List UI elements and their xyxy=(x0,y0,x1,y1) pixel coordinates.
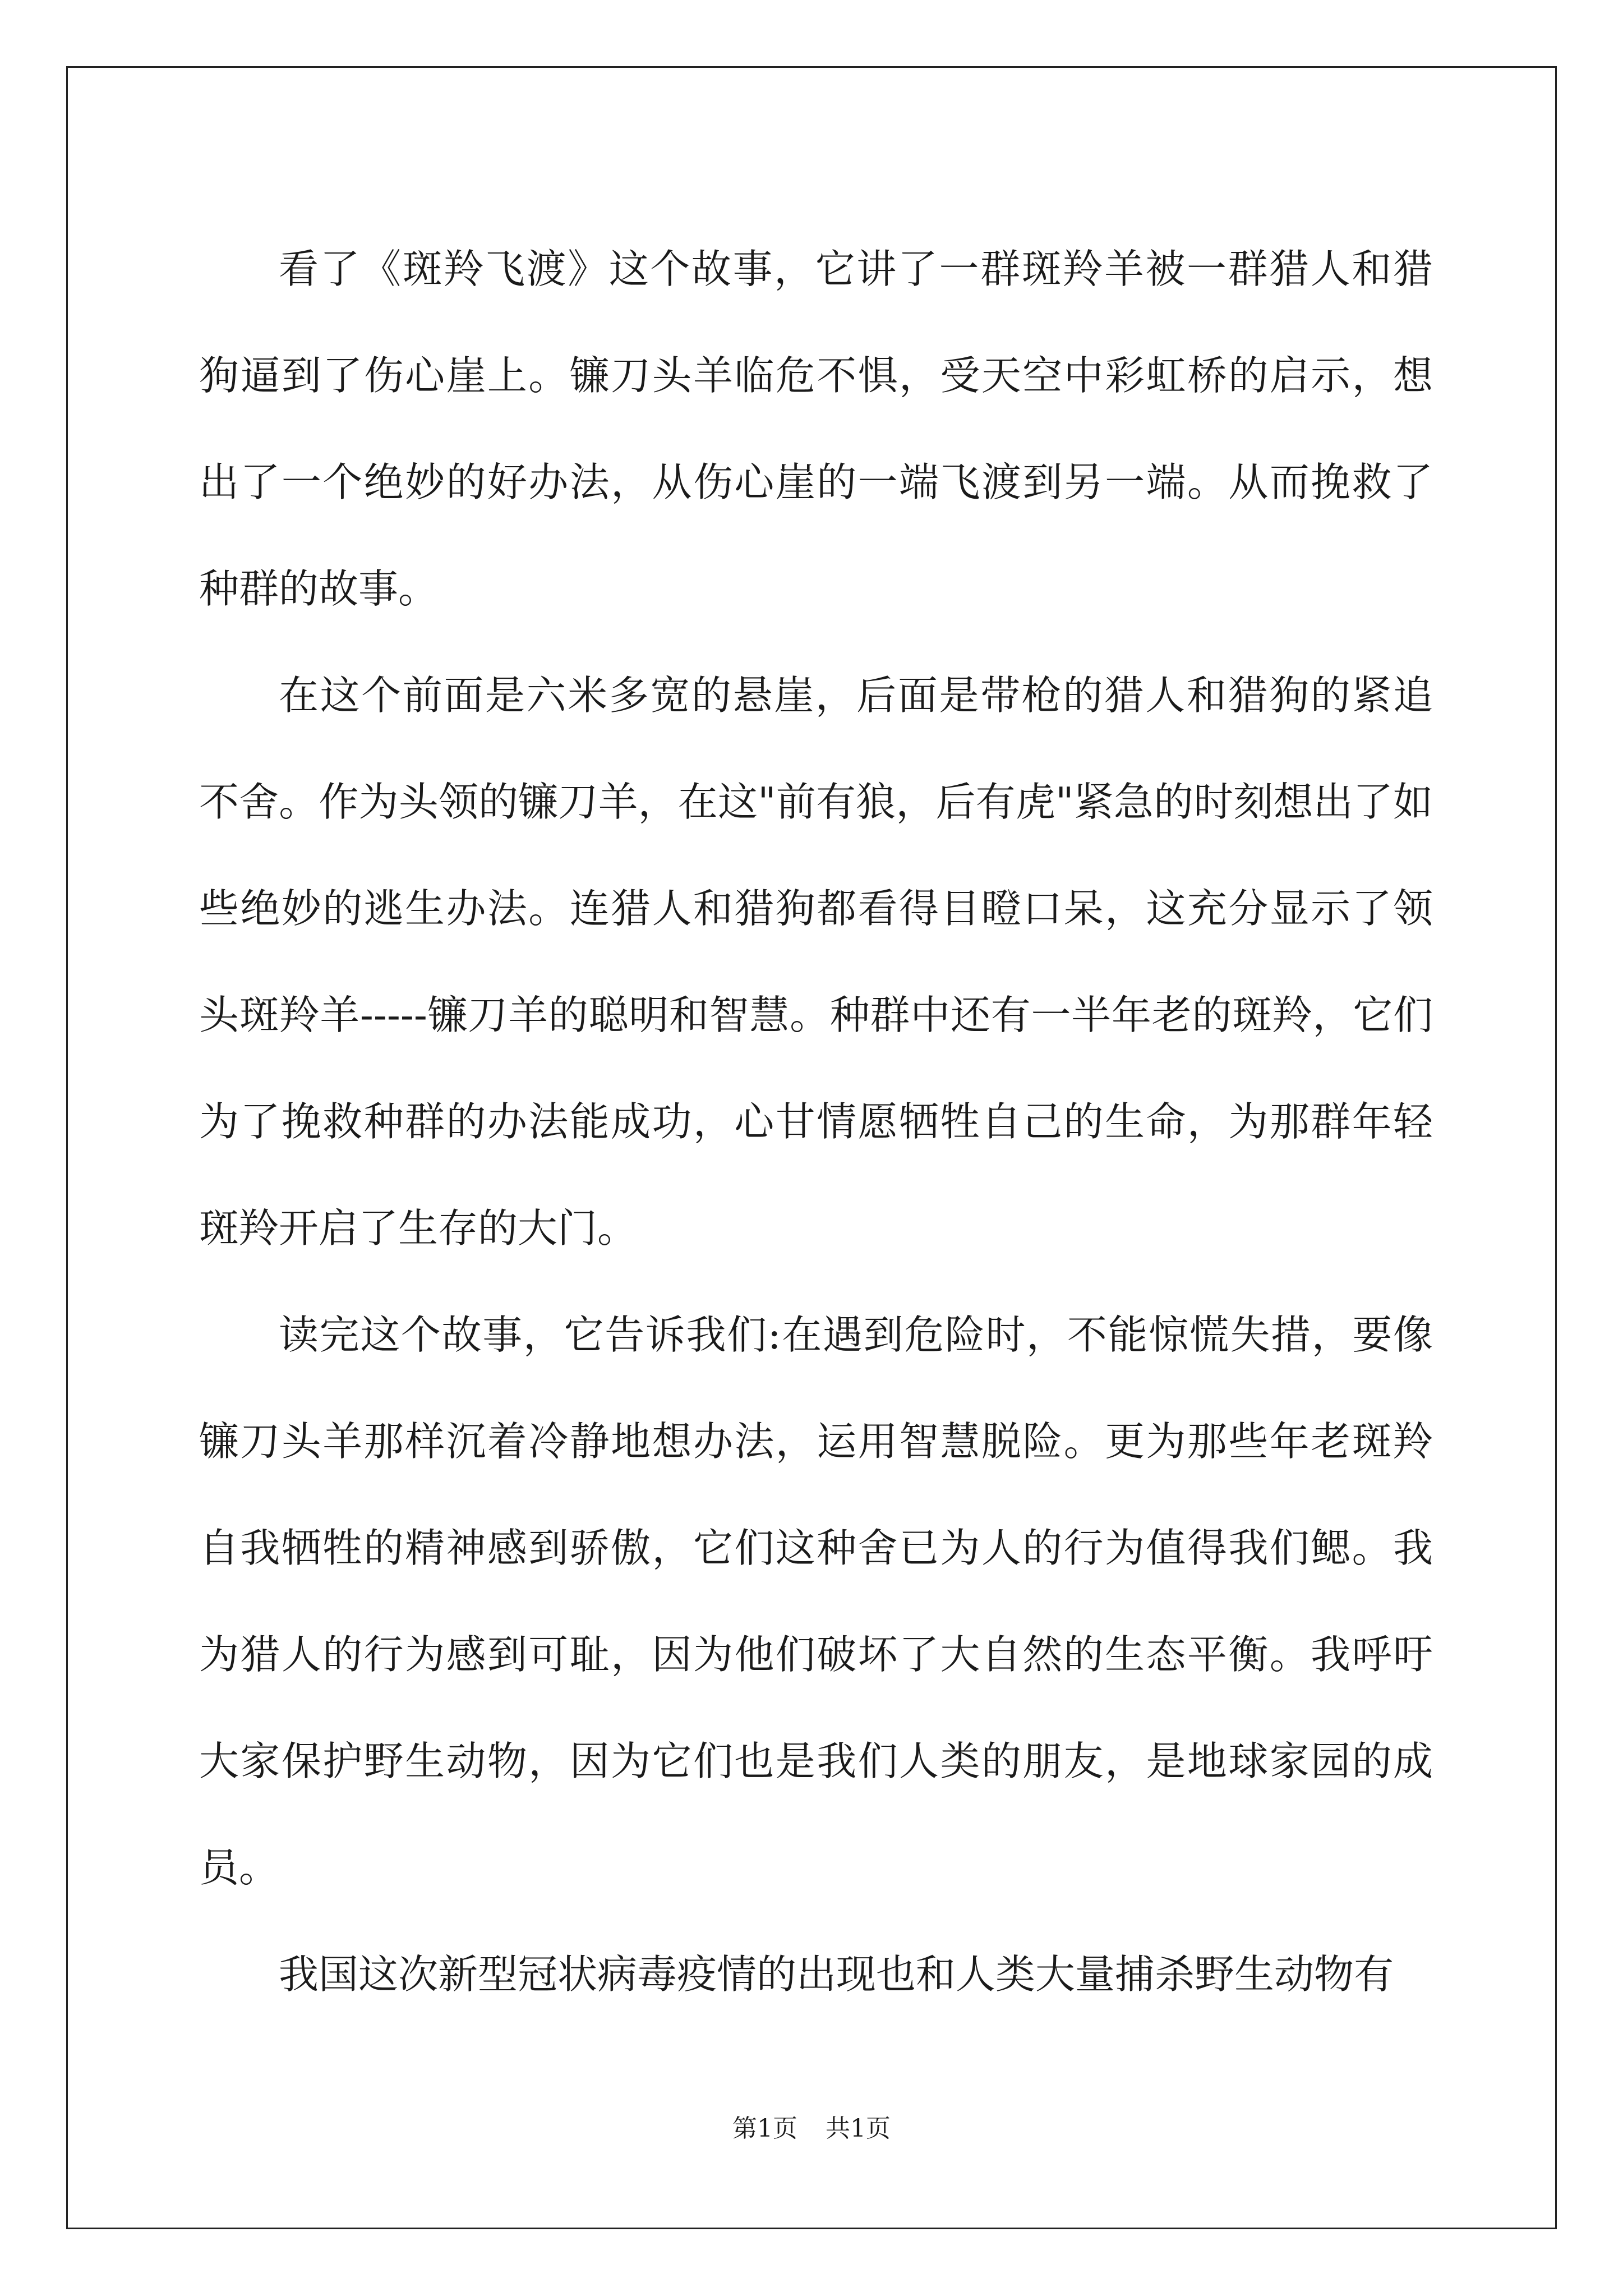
page-footer xyxy=(0,2108,1623,2144)
page-number-total: 共1页 xyxy=(826,2114,891,2143)
paragraph: 读完这个故事，它告诉我们:在遇到危险时，不能惊慌失措，要像镰刀头羊那样沉着冷静地想办法，运用智慧脱险。更为那些年老斑羚自我牺牲的精神感到骄傲，它们这种舍已为人的行为值得我们鳃。我为猎人的行为感到可耻，因为他们破坏了大自然的生态平衡。我呼吁大家保护野生动物，因为它们也是我们人类的朋友，是地球家园的成员。 xyxy=(199,1312,1433,1891)
paragraph: 我国这次新型冠状病毒疫情的出现也和人类大量捕杀野生动物有 xyxy=(279,1951,1394,1998)
paragraph: 在这个前面是六米多宽的悬崖，后面是带枪的猎人和猎狗的紧追不舍。作为头领的镰刀羊，在这"前有狼，后有虎"紧急的时刻想出了如些绝妙的逃生办法。连猎人和猎狗都看得目瞪口呆，这充分显示了领头斑羚羊-----镰刀羊的聪明和智慧。种群中还有一半年老的斑羚，它们为了挽救种群的办法能成功，心甘情愿牺牲自己的生命，为那群年轻斑羚开启了生存的大门。 xyxy=(199,672,1433,1251)
page-number-current: 第1页 xyxy=(732,2114,797,2143)
paragraph: 看了《斑羚飞渡》这个故事，它讲了一群斑羚羊被一群猎人和猎狗逼到了伤心崖上。镰刀头羊临危不惧，受天空中彩虹桥的启示，想出了一个绝妙的好办法，从伤心崖的一端飞渡到另一端。从而挽救了种群的故事。 xyxy=(199,246,1433,612)
document-body xyxy=(199,216,1433,2028)
